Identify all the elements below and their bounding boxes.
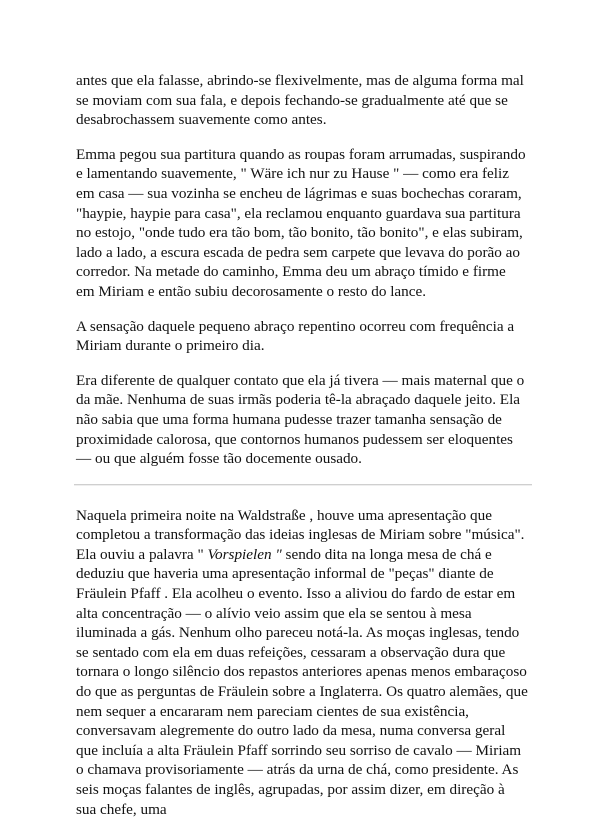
paragraph-5-italic: Vorspielen " [207, 545, 282, 563]
paragraph-5-part1: Naquela primeira noite na Waldstraße , houve uma apresentação que completou a transformação das ideias inglesas de Miriam sobre "música". Ela ouviu a palavra " [76, 506, 525, 563]
paragraph-4: Era diferente de qualquer contato que ela já tivera — mais maternal que o da mãe. Nenhuma de suas irmãs poderia tê-la abraçado daquele jeito. Ela não sabia que uma forma humana pudesse trazer tamanha sensação de proximidade calorosa, que contornos humanos pudessem ser eloquentes — ou que alguém fosse tão docemente ousado. [76, 371, 525, 468]
paragraph-5-part2: sendo dita na longa mesa de chá e deduziu que haveria uma apresentação informal de "peças" diante de Fräulein Pfaff . Ela acolheu o evento. Isso a aliviou do fardo de estar em alta concentração — o alívio veio assim que ela se sentou à mesa iluminada a gás. Nenhum olho pareceu notá-la. As moças inglesas, tendo se sentado com ela em duas refeições, cessaram a observação dura que tornara o longo silêncio dos repastos anteriores apenas menos embaraçoso do que as perguntas de Fräulein sobre a Inglaterra. Os quatro alemães, que nem sequer a encararam nem pareciam cientes de sua existência, conversavam alegremente do outro lado da mesa, numa conversa geral que incluía a alta Fräulein Pfaff sorrindo seu sorriso de cavalo — Miriam o chamava provisoriamente — atrás da urna de chá, como presidente. As seis moças falantes de inglês, agrupadas, por assim dizer, em direção à sua chefe, uma [76, 545, 528, 818]
paragraph-5 [76, 506, 528, 820]
paragraph-3: A sensação daquele pequeno abraço repentino ocorreu com frequência a Miriam durante o primeiro dia. [76, 317, 515, 355]
document-page [76, 71, 528, 834]
paragraph-2: Emma pegou sua partitura quando as roupas foram arrumadas, suspirando e lamentando suavemente, " Wäre ich nur zu Hause " — como era feliz em casa — sua vozinha se encheu de lágrimas e suas bochechas coraram, "haypie, haypie para casa", ela reclamou enquanto guardava sua partitura no estojo, "onde tudo era tão bom, tão bonito, tão bonito", e elas subiram, lado a lado, a escura escada de pedra sem carpete que levava do porão ao corredor. Na metade do caminho, Emma deu um abraço tímido e firme em Miriam e então subiu decorosamente o resto do lance. [76, 145, 526, 300]
section-divider [74, 484, 532, 486]
paragraph-1: antes que ela falasse, abrindo-se flexivelmente, mas de alguma forma mal se moviam com sua fala, e depois fechando-se gradualmente até que se desabrochassem suavemente como antes. [76, 72, 524, 129]
